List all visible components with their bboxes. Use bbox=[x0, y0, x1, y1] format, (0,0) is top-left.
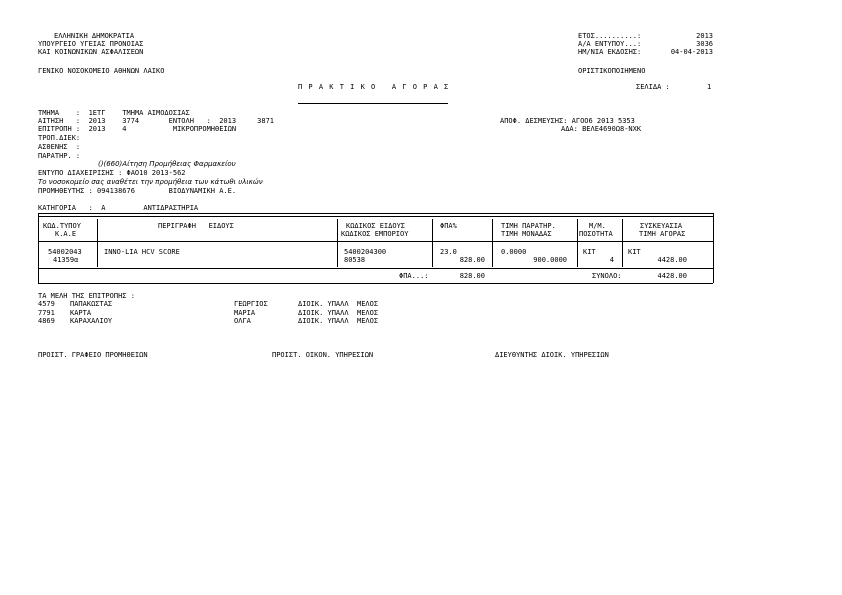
header-line-3: ΚΑΙ ΚΟΙΝΩΝΙΚΩΝ ΑΣΦΑΛΙΣΕΩΝ bbox=[38, 48, 144, 56]
col-header-vat: ΦΠΑ% bbox=[440, 222, 457, 230]
page-label: ΣΕΛΙΔΑ : bbox=[636, 83, 670, 91]
col-header-quantity: ΠΟΣΟΤΗΤΑ bbox=[579, 230, 613, 238]
committee-line: ΕΠΙΤΡΟΠΗ : 2013 4 ΜΙΚΡΟΠΡΟΜΗΘΕΙΩΝ bbox=[38, 125, 237, 133]
table-bottom-border bbox=[38, 283, 713, 284]
issue-date-value: 04-04-2013 bbox=[670, 48, 713, 56]
col-header-type-code: ΚΩΔ.ΤΥΠΟΥ bbox=[43, 222, 81, 230]
member-id: 4579 bbox=[38, 300, 55, 308]
member-name: ΟΛΓΑ bbox=[234, 317, 251, 325]
title-underline bbox=[298, 103, 448, 104]
finalized-stamp: ΟΡΙΣΤΙΚΟΠΟΙΗΜΕΝΟ bbox=[578, 67, 646, 75]
year-label: ΕΤΟΣ..........: bbox=[578, 32, 642, 40]
commitment-decision: ΑΠΟΦ. ΔΕΣΜΕΥΣΗΣ: ΑΓΟΟ6 2013 5353 bbox=[500, 117, 635, 125]
col-header-package: ΣΥΣΚΕΥΑΣΙΑ bbox=[640, 222, 683, 230]
dept-line: ΤΜΗΜΑ : 1ΕΤΓ ΤΜΗΜΑ ΑΙΜΟΔΟΣΙΑΣ bbox=[38, 109, 190, 117]
row-observed-price: 0.0000 bbox=[501, 248, 527, 256]
grand-total-label: ΣΥΝΟΛΟ: bbox=[592, 272, 622, 280]
ada-code: ΑΔΑ: ΒΕΛΕ4690Ω8-ΝΧΚ bbox=[561, 125, 642, 133]
member-role: ΔΙΟΙΚ. ΥΠΑΛΛ ΜΕΛΟΣ bbox=[298, 300, 379, 308]
year-value: 2013 bbox=[696, 32, 713, 40]
row-vat-amount: 828.00 bbox=[459, 256, 485, 264]
member-surname: ΠΑΠΑΚΩΣΤΑΣ bbox=[70, 300, 113, 308]
patient-line: ΑΣΘΕΝΗΣ : bbox=[38, 143, 81, 151]
delivery-line: ΤΡΟΠ.ΔΙΕΚ: bbox=[38, 134, 81, 142]
category-line: ΚΑΤΗΓΟΡΙΑ : Α ΑΝΤΙΔΡΑΣΤΗΡΙΑ bbox=[38, 204, 199, 212]
header-separator bbox=[38, 241, 713, 242]
hospital-name: ΓΕΝΙΚΟ ΝΟΣΟΚΟΜΕΙΟ ΑΘΗΝΩΝ ΛΑΙΚΟ bbox=[38, 67, 165, 75]
issue-date-label: ΗΜ/ΝΙΑ ΕΚΔΟΣΗΣ: bbox=[578, 48, 642, 56]
signature-director: ΔΙΕΥΘΥΝΤΗΣ ΔΙΟΙΚ. ΥΠΗΡΕΣΙΩΝ bbox=[495, 351, 609, 359]
table-top-border-2 bbox=[38, 216, 713, 217]
form-number-value: 3036 bbox=[696, 40, 713, 48]
row-kae: 41359α bbox=[53, 256, 79, 264]
member-role: ΔΙΟΙΚ. ΥΠΑΛΛ ΜΕΛΟΣ bbox=[298, 317, 379, 325]
col-divider-1 bbox=[97, 219, 98, 267]
col-header-item-code: ΚΩΔΙΚΟΣ ΕΙΔΟΥΣ bbox=[346, 222, 406, 230]
member-surname: ΚΑΡΤΑ bbox=[70, 309, 92, 317]
vat-total-label: ΦΠΑ...: bbox=[399, 272, 429, 280]
member-id: 4869 bbox=[38, 317, 55, 325]
row-package: KIT bbox=[628, 248, 641, 256]
remarks-line: ΠΑΡΑΤΗΡ. : bbox=[38, 152, 81, 160]
header-line-2: ΥΠΟΥΡΓΕΙΟ ΥΓΕΙΑΣ ΠΡΟΝΟΙΑΣ bbox=[38, 40, 144, 48]
member-name: ΜΑΡΙΑ bbox=[234, 309, 256, 317]
col-header-merchant-code: ΚΩΔΙΚΟΣ ΕΜΠΟΡΙΟΥ bbox=[341, 230, 409, 238]
row-quantity: 4 bbox=[609, 256, 614, 264]
header-line-1: ΕΛΛΗΝΙΚΗ ΔΗΜΟΚΡΑΤΙΑ bbox=[54, 32, 135, 40]
management-form: ΕΝΤΥΠΟ ΔΙΑΧΕΙΡΙΣΗΣ : ΦΑΟ10 2013-562 bbox=[38, 169, 186, 177]
row-merchant-code: 80538 bbox=[344, 256, 366, 264]
row-unit-price: 900.0000 bbox=[533, 256, 567, 264]
member-name: ΓΕΩΡΓΙΟΣ bbox=[234, 300, 268, 308]
request-note: ()(660)Αίτηση Προμήθειας Φαρμακείου bbox=[98, 160, 236, 168]
signature-finance: ΠΡΟΙΣΤ. ΟΙΚΟΝ. ΥΠΗΡΕΣΙΩΝ bbox=[272, 351, 374, 359]
col-header-purchase-price: ΤΙΜΗ ΑΓΟΡΑΣ bbox=[639, 230, 686, 238]
table-left-border bbox=[38, 213, 39, 283]
row-description: INNO-LIA HCV SCORE bbox=[104, 248, 180, 256]
vat-total-value: 828.00 bbox=[459, 272, 485, 280]
member-id: 7791 bbox=[38, 309, 55, 317]
grand-total-value: 4428.00 bbox=[657, 272, 687, 280]
member-surname: ΚΑΡΑΧΑΛΙΟΥ bbox=[70, 317, 113, 325]
signature-procurement: ΠΡΟΙΣΤ. ΓΡΑΦΕΙΟ ΠΡΟΜΗΘΕΙΩΝ bbox=[38, 351, 148, 359]
page-number: 1 bbox=[707, 83, 712, 91]
assignment-notice: Το νοσοκομείο σας αναθέτει την προμήθεια των κάτωθι υλικών bbox=[38, 178, 263, 186]
col-divider-4 bbox=[492, 219, 493, 267]
col-divider-3 bbox=[432, 219, 433, 267]
row-type-code: 54002043 bbox=[48, 248, 82, 256]
col-header-unit: Μ/Μ. bbox=[589, 222, 606, 230]
page-title: Π Ρ Α Κ Τ Ι Κ Ο Α Γ Ο Ρ Α Σ bbox=[298, 83, 450, 91]
col-divider-5 bbox=[577, 219, 578, 267]
col-header-observed-price: ΤΙΜΗ ΠΑΡΑΤΗΡ. bbox=[501, 222, 556, 230]
row-unit: KIT bbox=[583, 248, 596, 256]
row-vat-percent: 23.0 bbox=[440, 248, 457, 256]
row-purchase-price: 4428.00 bbox=[657, 256, 687, 264]
col-header-description: ΠΕΡΙΓΡΑΦΗ ΕΙΔΟΥΣ bbox=[158, 222, 234, 230]
request-line: ΑΙΤΗΣΗ : 2013 3774 ΕΝΤΟΛΗ : 2013 3871 bbox=[38, 117, 275, 125]
form-number-label: Α/Α ΕΝΤΥΠΟΥ...: bbox=[578, 40, 642, 48]
rows-separator bbox=[38, 268, 713, 269]
row-item-code: 5400204300 bbox=[344, 248, 387, 256]
member-role: ΔΙΟΙΚ. ΥΠΑΛΛ ΜΕΛΟΣ bbox=[298, 309, 379, 317]
col-divider-2 bbox=[337, 219, 338, 267]
col-header-unit-price: ΤΙΜΗ ΜΟΝΑΔΑΣ bbox=[501, 230, 552, 238]
col-header-kae: Κ.Α.Ε bbox=[55, 230, 77, 238]
table-top-border bbox=[38, 213, 713, 214]
col-divider-6 bbox=[622, 219, 623, 267]
table-right-border bbox=[713, 213, 714, 283]
supplier-line: ΠΡΟΜΗΘΕΥΤΗΣ : 094138676 ΒΙΟΔΥΝΑΜΙΚΗ Α.Ε. bbox=[38, 187, 237, 195]
committee-title: ΤΑ ΜΕΛΗ ΤΗΣ ΕΠΙΤΡΟΠΗΣ : bbox=[38, 292, 135, 300]
